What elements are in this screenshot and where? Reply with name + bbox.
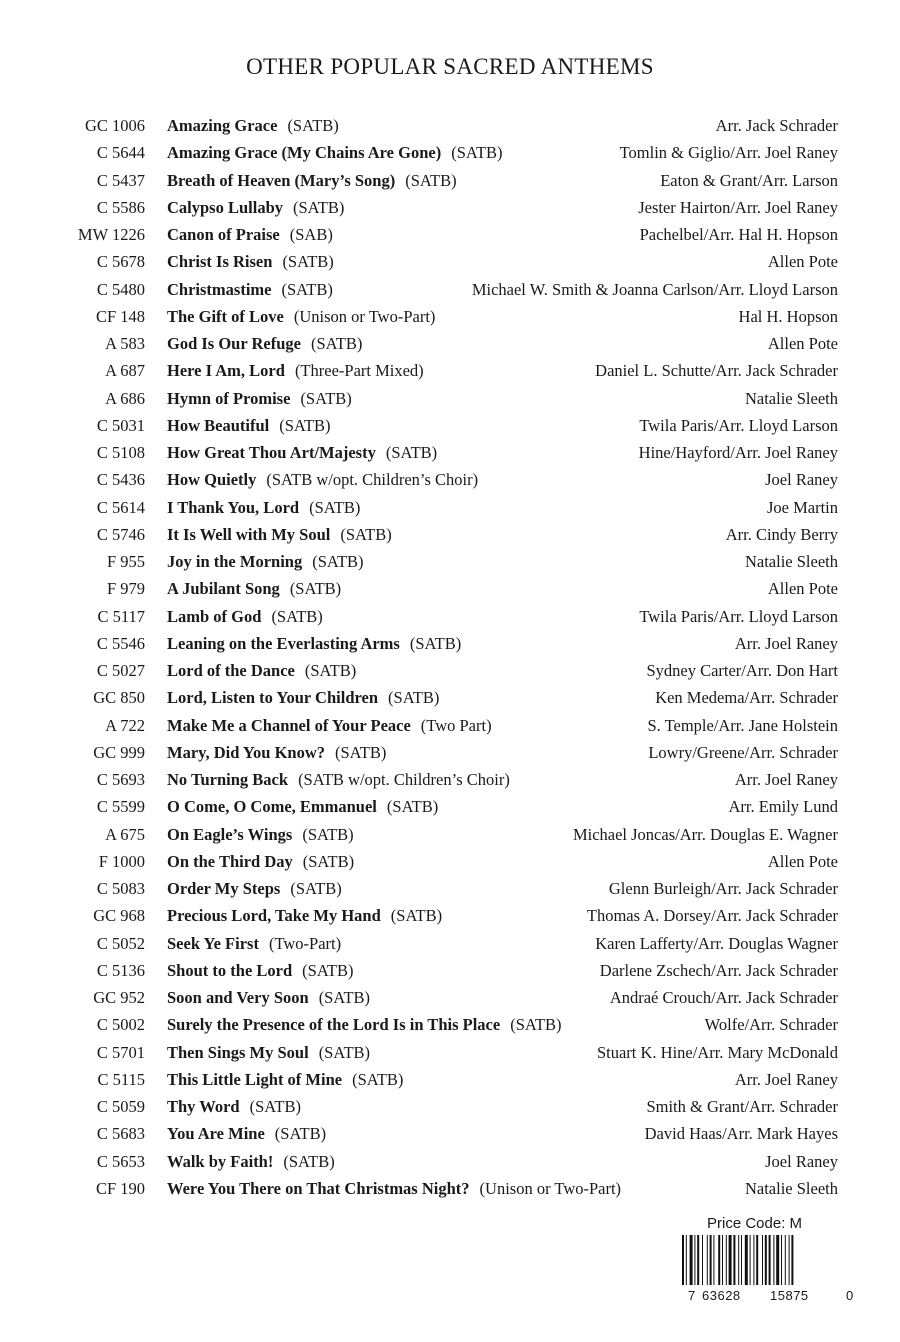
anthem-credit: Twila Paris/Arr. Lloyd Larson: [639, 415, 838, 435]
list-item: [0, 1120, 900, 1147]
anthem-title: Leaning on the Everlasting Arms: [167, 633, 400, 653]
anthem-credit: Stuart K. Hine/Arr. Mary McDonald: [596, 1042, 838, 1062]
anthem-credit: Natalie Sleeth: [744, 552, 838, 571]
anthem-title: Surely the Presence of the Lord Is in This Place: [167, 1015, 501, 1035]
anthem-credit: Wolfe/Arr. Schrader: [704, 1015, 838, 1035]
anthem-voicing: (SATB): [340, 524, 392, 544]
anthem-voicing: (Three-Part Mixed): [294, 361, 424, 381]
anthem-voicing: (SATB): [451, 143, 503, 163]
catalog-code: C 5683: [96, 1124, 145, 1144]
anthem-credit: Arr. Joel Raney: [734, 633, 838, 653]
catalog-code: F 979: [106, 579, 145, 599]
anthem-credit: Allen Pote: [767, 851, 838, 871]
anthem-title: Lamb of God: [167, 606, 262, 626]
anthem-title: Calypso Lullaby: [167, 197, 283, 217]
anthem-title-group: [167, 466, 478, 493]
barcode-bar: [690, 1235, 693, 1285]
anthem-voicing: (SAB): [289, 225, 333, 244]
list-item: [0, 1039, 900, 1066]
anthem-title-group: [167, 494, 360, 521]
anthem-title: No Turning Back: [167, 770, 289, 789]
anthem-credit: Natalie Sleeth: [744, 1178, 838, 1198]
catalog-code: C 5052: [96, 933, 145, 953]
barcode-bar: [707, 1235, 708, 1285]
barcode-bar: [750, 1235, 751, 1285]
anthem-credit: S. Temple/Arr. Jane Holstein: [647, 715, 838, 735]
catalog-code: C 5644: [96, 143, 145, 163]
barcode-bar: [686, 1235, 687, 1285]
list-item: [0, 848, 900, 875]
catalog-code: C 5693: [96, 770, 145, 789]
list-item: [0, 1093, 900, 1120]
barcode-group-1: 63628: [702, 1288, 741, 1303]
anthem-voicing: (Unison or Two-Part): [479, 1178, 622, 1198]
anthem-voicing: (SATB): [409, 633, 462, 653]
anthem-voicing: (SATB): [385, 443, 438, 462]
anthem-credit: Natalie Sleeth: [744, 388, 838, 408]
barcode-bars: [680, 1235, 840, 1287]
anthem-credit: Lowry/Greene/Arr. Schrader: [648, 742, 838, 762]
list-item: [0, 603, 900, 630]
anthem-title-group: [167, 385, 352, 412]
anthem-title-group: [167, 439, 437, 466]
anthem-title-group: [167, 548, 364, 575]
anthem-voicing: (SATB): [279, 415, 331, 435]
anthem-title-group: [167, 793, 438, 820]
anthem-voicing: (SATB): [271, 606, 323, 626]
page-title: OTHER POPULAR SACRED ANTHEMS: [246, 54, 654, 79]
list-item: [0, 1066, 900, 1093]
anthem-title: Make Me a Channel of Your Peace: [167, 715, 411, 735]
anthem-title: Walk by Faith!: [167, 1151, 274, 1171]
anthem-title: Thy Word: [167, 1097, 240, 1116]
catalog-code: C 5437: [96, 170, 145, 190]
anthem-credit: Daniel L. Schutte/Arr. Jack Schrader: [595, 361, 838, 381]
anthem-credit: Arr. Joel Raney: [734, 770, 838, 789]
anthem-voicing: (SATB): [289, 579, 342, 599]
anthem-voicing: (SATB): [390, 906, 443, 926]
anthem-title-group: [167, 194, 344, 221]
anthem-title-group: [167, 848, 354, 875]
catalog-code: GC 850: [93, 688, 145, 708]
list-item: [0, 1148, 900, 1175]
barcode-bar: [713, 1235, 714, 1285]
anthem-credit: Thomas A. Dorsey/Arr. Jack Schrader: [586, 906, 838, 926]
anthem-title: Soon and Very Soon: [167, 988, 309, 1007]
anthem-title: How Beautiful: [167, 415, 270, 435]
anthem-credit: Darlene Zschech/Arr. Jack Schrader: [599, 960, 838, 980]
anthem-credit: Pachelbel/Arr. Hal H. Hopson: [639, 225, 838, 244]
anthem-voicing: (SATB): [249, 1097, 301, 1116]
anthem-credit: Allen Pote: [767, 579, 838, 599]
anthem-title-group: [167, 1148, 335, 1175]
anthem-voicing: (SATB): [386, 797, 439, 817]
anthem-title-group: [167, 930, 341, 957]
barcode-bar: [773, 1235, 774, 1285]
anthem-voicing: (Unison or Two-Part): [293, 306, 436, 326]
anthem-title-group: [167, 1093, 301, 1120]
catalog-code: C 5701: [96, 1042, 145, 1062]
anthem-title: Breath of Heaven (Mary’s Song): [167, 170, 396, 190]
list-item: [0, 521, 900, 548]
anthem-title-group: [167, 1120, 326, 1147]
anthem-credit: Hine/Hayford/Arr. Joel Raney: [638, 443, 838, 462]
list-item: [0, 766, 900, 793]
catalog-code: F 1000: [98, 851, 145, 871]
anthem-credit: Eaton & Grant/Arr. Larson: [660, 170, 838, 190]
catalog-code: GC 1006: [84, 116, 145, 135]
anthem-credit: Arr. Emily Lund: [728, 797, 838, 817]
list-item: [0, 385, 900, 412]
anthem-title: Mary, Did You Know?: [167, 742, 325, 762]
anthem-title: A Jubilant Song: [167, 579, 280, 599]
anthem-title-group: [167, 875, 342, 902]
catalog-code: A 686: [105, 388, 145, 408]
anthem-voicing: (SATB): [309, 497, 361, 517]
anthem-credit: Arr. Cindy Berry: [725, 524, 838, 544]
list-item: [0, 330, 900, 357]
anthem-voicing: (SATB): [352, 1069, 404, 1089]
catalog-code: GC 968: [93, 906, 145, 926]
anthem-voicing: (SATB): [287, 116, 339, 135]
list-item: [0, 494, 900, 521]
anthem-title-group: [167, 276, 333, 303]
barcode-bar: [738, 1235, 739, 1285]
barcode-bar: [762, 1235, 763, 1285]
catalog-code: C 5059: [96, 1097, 145, 1116]
anthem-title: Christ Is Risen: [167, 252, 273, 272]
barcode-group-2: 15875: [770, 1288, 809, 1303]
anthem-title: Precious Lord, Take My Hand: [167, 906, 381, 926]
list-item: [0, 112, 900, 139]
anthem-voicing: (SATB): [302, 960, 354, 980]
anthem-voicing: (SATB): [405, 170, 457, 190]
barcode-bar: [726, 1235, 727, 1285]
anthem-credit: Arr. Joel Raney: [734, 1069, 838, 1089]
anthem-voicing: (SATB): [290, 879, 342, 898]
anthem-voicing: (SATB): [302, 851, 355, 871]
barcode-bar: [791, 1235, 793, 1285]
anthem-title: Shout to the Lord: [167, 960, 293, 980]
catalog-code: C 5002: [96, 1015, 145, 1035]
anthem-voicing: (SATB): [283, 1151, 335, 1171]
list-item: [0, 548, 900, 575]
anthem-title: Christmastime: [167, 279, 272, 299]
anthem-title-group: [167, 575, 341, 602]
anthem-title-group: [167, 330, 362, 357]
anthem-title-group: [167, 712, 492, 739]
catalog-code: C 5586: [96, 197, 145, 217]
anthem-credit: Tomlin & Giglio/Arr. Joel Raney: [619, 143, 838, 163]
anthem-voicing: (SATB): [318, 988, 371, 1007]
anthem-voicing: (SATB): [281, 279, 333, 299]
barcode-left-digit: 7: [688, 1288, 696, 1303]
anthem-voicing: (SATB): [274, 1124, 327, 1144]
catalog-code: GC 999: [93, 742, 145, 762]
anthem-title-group: [167, 684, 439, 711]
list-item: [0, 412, 900, 439]
anthem-voicing: (SATB): [300, 388, 352, 408]
barcode-bar: [722, 1235, 723, 1285]
anthem-title-group: [167, 112, 339, 139]
catalog-code: C 5436: [96, 470, 145, 490]
anthem-voicing: (SATB): [302, 824, 354, 844]
anthem-voicing: (SATB): [318, 1042, 371, 1062]
anthem-title: Here I Am, Lord: [167, 361, 285, 381]
catalog-code: A 583: [105, 334, 145, 353]
catalog-code: C 5083: [96, 879, 145, 898]
anthem-title: Lord, Listen to Your Children: [167, 688, 379, 708]
anthem-title: Hymn of Promise: [167, 388, 291, 408]
barcode-bar: [753, 1235, 754, 1285]
anthem-title: On the Third Day: [167, 851, 293, 871]
anthem-credit: Joel Raney: [765, 1151, 838, 1171]
barcode-bar: [702, 1235, 703, 1285]
catalog-code: C 5599: [96, 797, 145, 817]
anthem-title: Seek Ye First: [167, 933, 259, 953]
anthem-title: How Quietly: [167, 470, 257, 490]
anthem-title: God Is Our Refuge: [167, 334, 301, 353]
anthem-title: Canon of Praise: [167, 225, 280, 244]
anthem-title-group: [167, 521, 392, 548]
anthem-credit: Arr. Jack Schrader: [715, 116, 838, 135]
catalog-code: GC 952: [93, 988, 145, 1007]
list-item: [0, 875, 900, 902]
list-item: [0, 276, 900, 303]
anthem-credit: Ken Medema/Arr. Schrader: [655, 688, 838, 708]
anthem-credit: Allen Pote: [767, 334, 838, 353]
catalog-code: C 5614: [96, 497, 145, 517]
anthem-credit: Glenn Burleigh/Arr. Jack Schrader: [608, 879, 838, 898]
list-item: [0, 167, 900, 194]
anthem-voicing: (SATB): [510, 1015, 562, 1035]
catalog-code: C 5108: [96, 443, 145, 462]
barcode-bar: [785, 1235, 786, 1285]
anthem-credit: Joel Raney: [765, 470, 838, 490]
anthem-title-group: [167, 657, 356, 684]
anthem-title: Amazing Grace: [167, 116, 278, 135]
anthem-title-group: [167, 902, 442, 929]
anthem-voicing: (SATB): [304, 661, 357, 680]
anthem-title-group: [167, 1066, 403, 1093]
anthem-title: The Gift of Love: [167, 306, 284, 326]
anthem-credit: Allen Pote: [767, 252, 838, 272]
list-item: [0, 630, 900, 657]
list-item: [0, 821, 900, 848]
list-item: [0, 439, 900, 466]
anthem-credit: Twila Paris/Arr. Lloyd Larson: [639, 606, 838, 626]
anthem-title: Lord of the Dance: [167, 661, 295, 680]
catalog-code: C 5480: [96, 279, 145, 299]
anthem-title: I Thank You, Lord: [167, 497, 300, 517]
barcode-bar: [682, 1235, 684, 1285]
catalog-code: C 5031: [96, 415, 145, 435]
anthem-voicing: (SATB): [388, 688, 440, 708]
list-item: [0, 712, 900, 739]
catalog-code: F 955: [106, 552, 145, 571]
catalog-code: CF 190: [95, 1178, 145, 1198]
anthem-credit: Smith & Grant/Arr. Schrader: [646, 1097, 838, 1116]
anthem-credit: Joe Martin: [766, 497, 838, 517]
anthem-title: O Come, O Come, Emmanuel: [167, 797, 377, 817]
anthem-voicing: (SATB): [293, 197, 345, 217]
list-item: [0, 575, 900, 602]
anthem-credit: Karen Lafferty/Arr. Douglas Wagner: [595, 933, 838, 953]
catalog-code: CF 148: [95, 306, 145, 326]
catalog-code: C 5546: [96, 633, 145, 653]
barcode-bar: [729, 1235, 732, 1285]
catalog-code: C 5678: [96, 252, 145, 272]
anthem-title: How Great Thou Art/Majesty: [167, 443, 376, 462]
barcode-bar: [781, 1235, 782, 1285]
anthem-title-group: [167, 221, 333, 248]
list-item: [0, 357, 900, 384]
anthem-credit: Sydney Carter/Arr. Don Hart: [646, 661, 838, 680]
list-item: [0, 957, 900, 984]
anthem-credit: David Haas/Arr. Mark Hayes: [644, 1124, 838, 1144]
barcode-bar: [710, 1235, 712, 1285]
anthem-voicing: (SATB w/opt. Children’s Choir): [298, 770, 510, 789]
anthem-title: You Are Mine: [167, 1124, 265, 1144]
anthem-title-group: [167, 139, 503, 166]
catalog-code: A 722: [105, 715, 145, 735]
catalog-code: C 5115: [97, 1069, 145, 1089]
anthem-title-group: [167, 984, 370, 1011]
anthem-title-group: [167, 303, 435, 330]
list-item: [0, 1011, 900, 1038]
anthem-voicing: (SATB): [335, 742, 387, 762]
barcode-bar: [718, 1235, 720, 1285]
catalog-code: MW 1226: [77, 225, 145, 244]
anthem-credit: Hal H. Hopson: [738, 306, 838, 326]
anthem-title-group: [167, 603, 323, 630]
catalog-code: C 5027: [96, 661, 145, 680]
anthem-title-group: [167, 412, 331, 439]
list-item: [0, 221, 900, 248]
anthem-title-group: [167, 821, 354, 848]
anthem-title: Were You There on That Christmas Night?: [167, 1178, 470, 1198]
list-item: [0, 1175, 900, 1202]
anthem-list: [0, 112, 900, 1202]
catalog-code: C 5653: [96, 1151, 145, 1171]
anthem-title: Order My Steps: [167, 879, 281, 898]
barcode-right-digit: 0: [846, 1288, 854, 1303]
list-item: [0, 984, 900, 1011]
price-code: Price Code: M: [707, 1215, 803, 1232]
list-item: [0, 902, 900, 929]
list-item: [0, 930, 900, 957]
list-item: [0, 684, 900, 711]
barcode-bar: [694, 1235, 695, 1285]
barcode-bar: [776, 1235, 779, 1285]
anthem-title-group: [167, 248, 334, 275]
list-item: [0, 303, 900, 330]
anthem-voicing: (SATB): [282, 252, 334, 272]
anthem-voicing: (SATB): [312, 552, 364, 571]
anthem-credit: Michael W. Smith & Joanna Carlson/Arr. Lloyd Larson: [471, 279, 838, 299]
anthem-title: Then Sings My Soul: [167, 1042, 309, 1062]
catalog-code: C 5746: [96, 524, 145, 544]
anthem-credit: Jester Hairton/Arr. Joel Raney: [638, 197, 838, 217]
anthem-title-group: [167, 357, 424, 384]
list-item: [0, 657, 900, 684]
anthem-credit: Michael Joncas/Arr. Douglas E. Wagner: [572, 824, 838, 844]
anthem-voicing: (SATB): [311, 334, 363, 353]
catalog-code: A 687: [105, 361, 145, 381]
catalog-code: C 5117: [97, 606, 145, 626]
barcode-bar: [741, 1235, 742, 1285]
barcode-bar: [765, 1235, 767, 1285]
anthem-title-group: [167, 766, 510, 793]
anthem-title-group: [167, 630, 461, 657]
anthem-title-group: [167, 957, 354, 984]
anthem-voicing: (Two Part): [420, 715, 492, 735]
list-item: [0, 466, 900, 493]
list-item: [0, 194, 900, 221]
barcode-bar: [697, 1235, 699, 1285]
barcode-bar: [733, 1235, 735, 1285]
barcode-bar: [745, 1235, 748, 1285]
anthem-voicing: (SATB w/opt. Children’s Choir): [266, 470, 479, 490]
catalog-code: A 675: [105, 824, 145, 844]
anthem-title-group: [167, 167, 457, 194]
anthem-title: Amazing Grace (My Chains Are Gone): [167, 143, 442, 163]
anthem-title-group: [167, 739, 386, 766]
anthem-title-group: [167, 1175, 621, 1202]
list-item: [0, 793, 900, 820]
anthem-title: Joy in the Morning: [167, 552, 303, 571]
anthem-voicing: (Two-Part): [268, 933, 342, 953]
anthem-title-group: [167, 1011, 562, 1038]
barcode-bar: [756, 1235, 758, 1285]
barcode-bar: [789, 1235, 790, 1285]
anthem-title-group: [167, 1039, 370, 1066]
catalog-code: C 5136: [96, 960, 145, 980]
anthem-title: This Little Light of Mine: [167, 1069, 343, 1089]
list-item: [0, 139, 900, 166]
anthem-credit: Andraé Crouch/Arr. Jack Schrader: [609, 988, 838, 1007]
barcode-bar: [769, 1235, 771, 1285]
list-item: [0, 248, 900, 275]
anthem-title: On Eagle’s Wings: [167, 824, 293, 844]
anthem-title: It Is Well with My Soul: [167, 524, 331, 544]
list-item: [0, 739, 900, 766]
